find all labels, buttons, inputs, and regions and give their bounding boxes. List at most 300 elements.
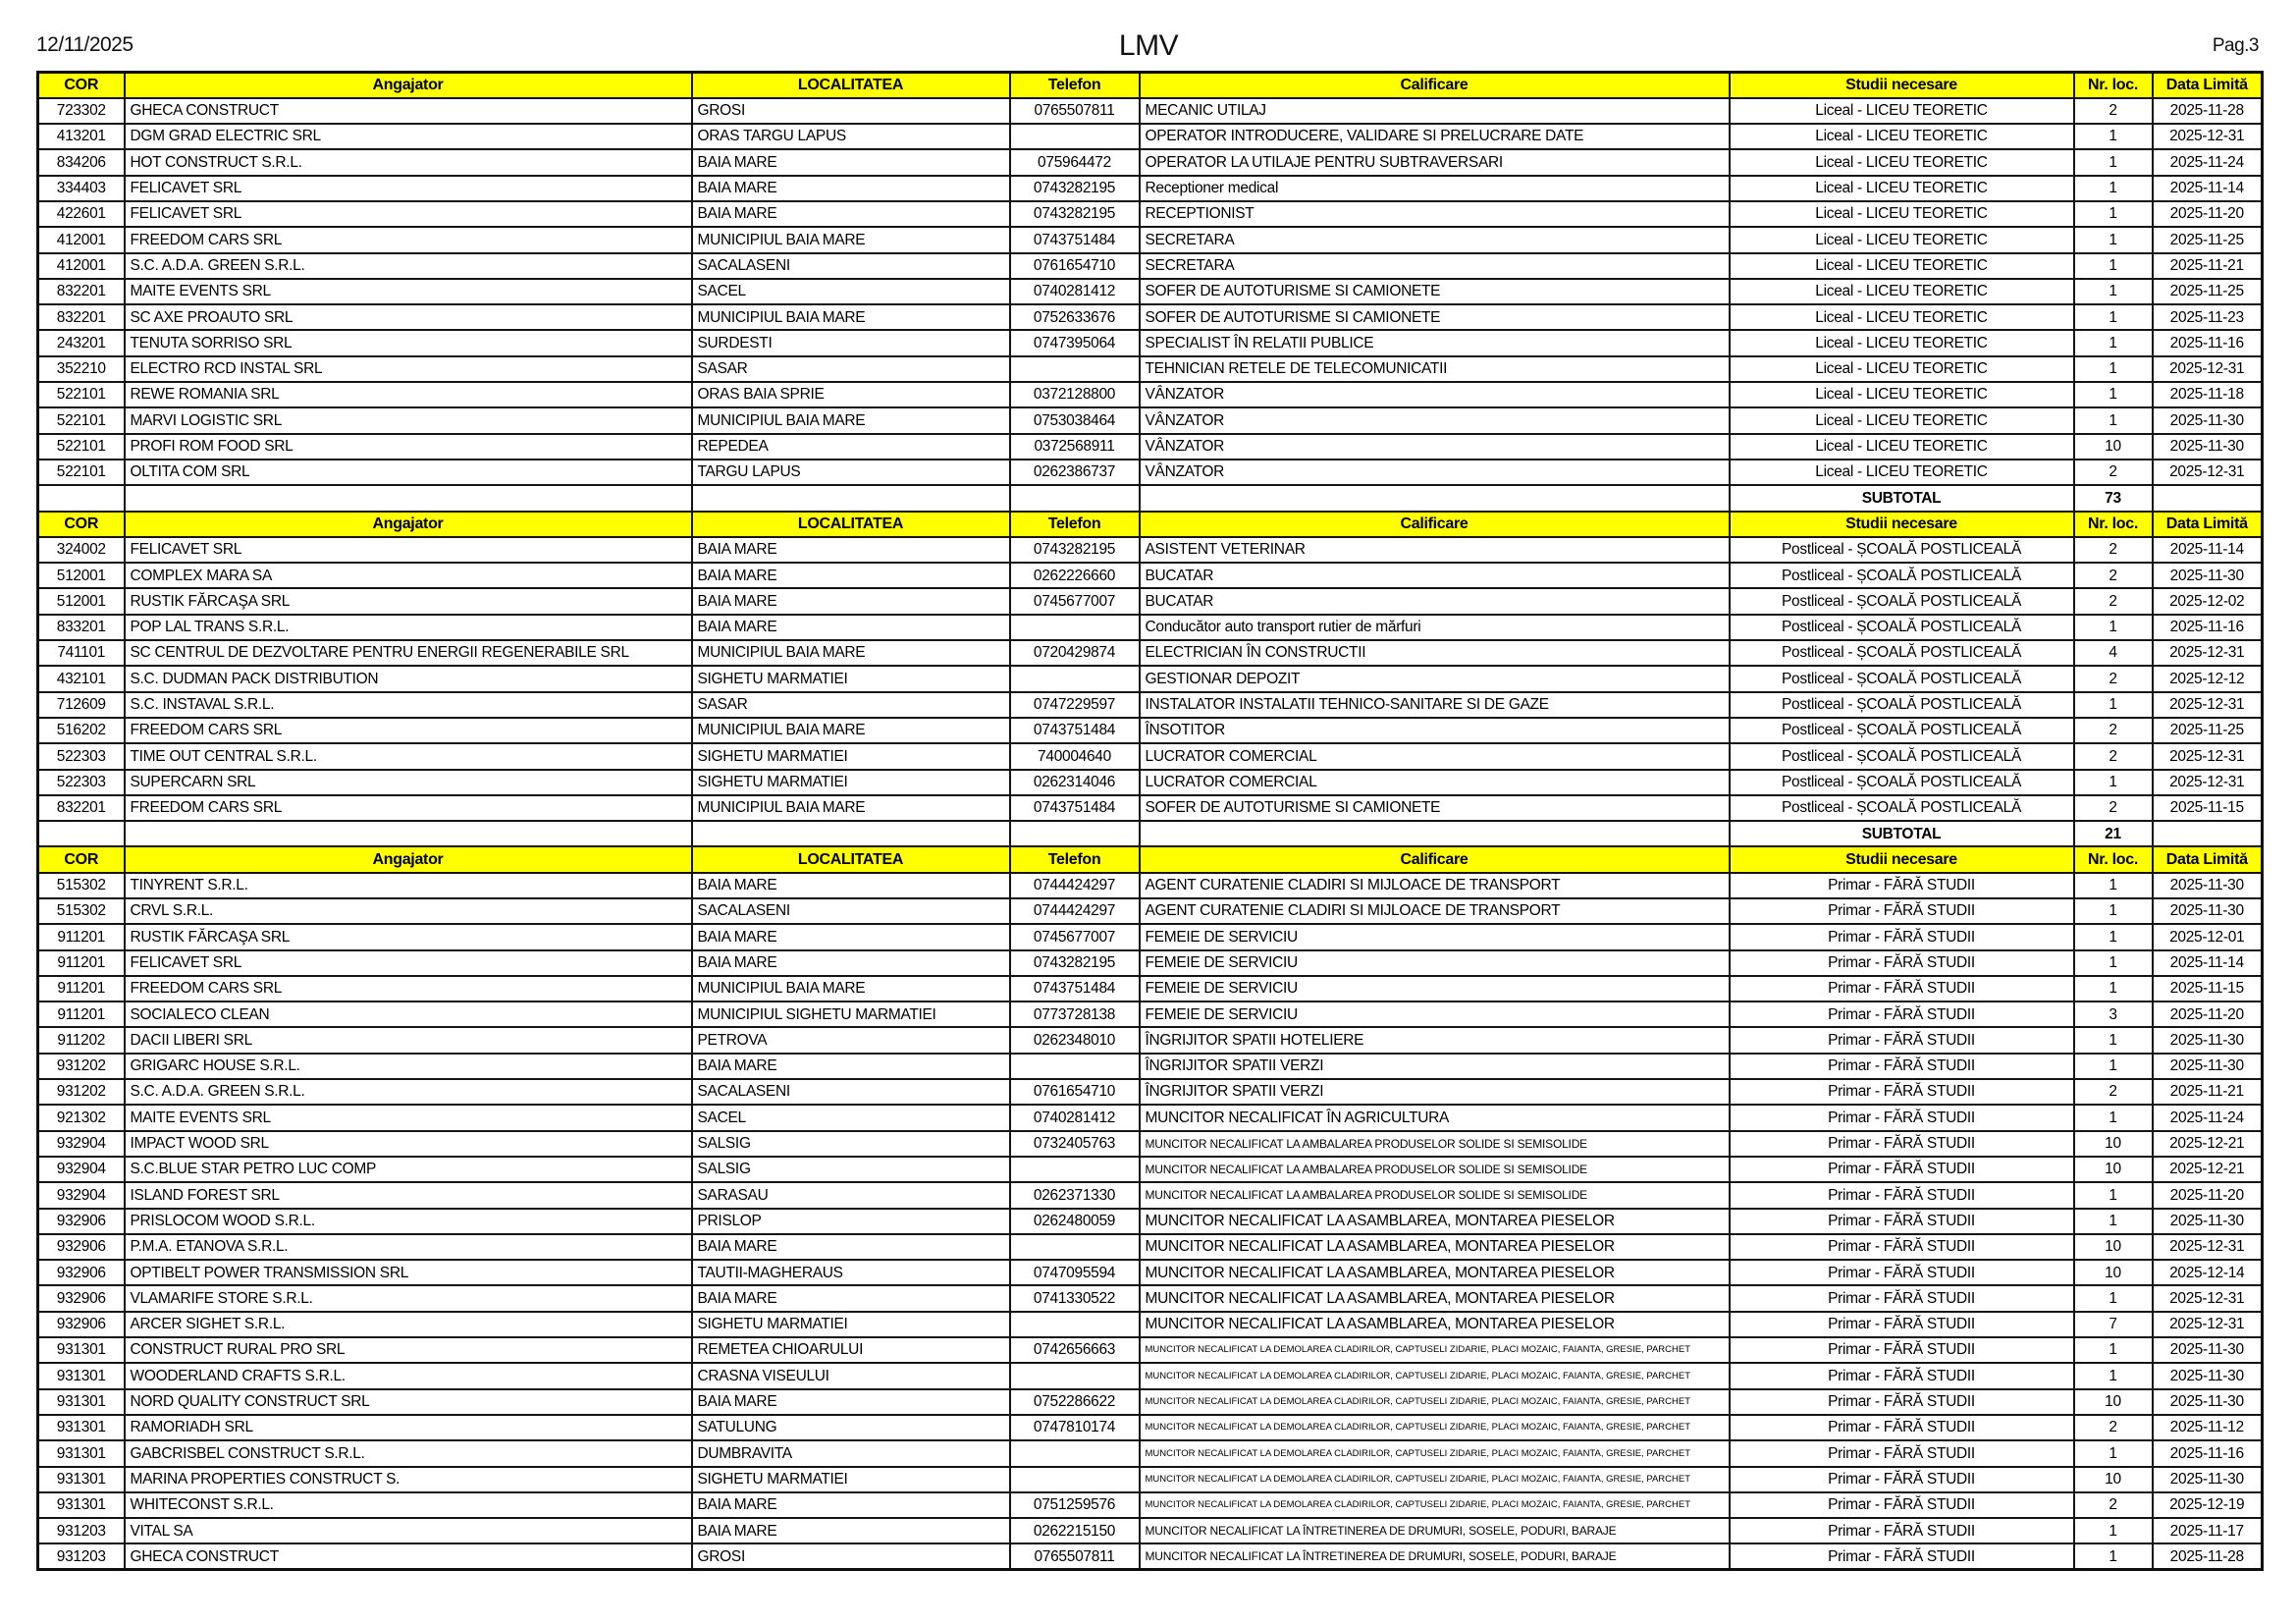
cell-telefon: 0744424297 (1010, 898, 1140, 924)
cell-localitatea: SACALASENI (692, 253, 1010, 279)
cell-nr-loc: 1 (2074, 1027, 2153, 1053)
cell-calificare: MUNCITOR NECALIFICAT LA ASAMBLAREA, MONTAREA PIESELOR (1140, 1234, 1730, 1260)
cell-studii: Primar - FĂRĂ STUDII (1730, 1543, 2074, 1569)
table-row (38, 330, 2263, 355)
cell-nr-loc: 1 (2074, 407, 2153, 433)
cell-studii: Primar - FĂRĂ STUDII (1730, 1079, 2074, 1105)
cell-localitatea: BAIA MARE (692, 1492, 1010, 1518)
cell-data-limita: 2025-12-01 (2153, 924, 2263, 949)
cell-cor: 911201 (38, 976, 125, 1001)
cell-calificare: RECEPTIONIST (1140, 201, 1730, 227)
cell-data-limita: 2025-11-30 (2153, 1389, 2263, 1415)
table-row (38, 873, 2263, 898)
cell-cor: 422601 (38, 201, 125, 227)
cell-cor: 324002 (38, 537, 125, 563)
subtotal-value: 21 (2074, 821, 2153, 846)
cell-data-limita: 2025-12-31 (2153, 356, 2263, 382)
table-row (38, 98, 2263, 124)
cell-localitatea: BAIA MARE (692, 1054, 1010, 1079)
cell-data-limita: 2025-11-30 (2153, 1363, 2263, 1388)
column-header-cor: COR (38, 73, 125, 98)
cell-studii: Primar - FĂRĂ STUDII (1730, 1337, 2074, 1363)
cell-nr-loc: 10 (2074, 1260, 2153, 1285)
cell-localitatea: SACALASENI (692, 898, 1010, 924)
cell-cor: 921302 (38, 1105, 125, 1130)
cell-data-limita: 2025-11-21 (2153, 253, 2263, 279)
cell-nr-loc: 1 (2074, 1518, 2153, 1543)
cell-cor: 932906 (38, 1285, 125, 1311)
cell-localitatea: SURDESTI (692, 330, 1010, 355)
table-row (38, 1337, 2263, 1363)
cell-studii: Liceal - LICEU TEORETIC (1730, 304, 2074, 330)
cell-data-limita: 2025-12-31 (2153, 460, 2263, 485)
cell-angajator: FREEDOM CARS SRL (125, 976, 692, 1001)
cell-nr-loc: 1 (2074, 176, 2153, 201)
table-row (38, 718, 2263, 743)
cell-telefon: 0743751484 (1010, 227, 1140, 252)
cell-nr-loc: 2 (2074, 537, 2153, 563)
table-row (38, 1492, 2263, 1518)
cell-data-limita: 2025-11-24 (2153, 149, 2263, 175)
cell-studii: Liceal - LICEU TEORETIC (1730, 98, 2074, 124)
column-header-studii: Studii necesare (1730, 512, 2074, 537)
cell-cor: 931301 (38, 1492, 125, 1518)
cell-nr-loc: 2 (2074, 666, 2153, 691)
table-row (38, 1209, 2263, 1234)
cell-calificare: MUNCITOR NECALIFICAT LA ASAMBLAREA, MONTAREA PIESELOR (1140, 1285, 1730, 1311)
cell-calificare: MECANIC UTILAJ (1140, 98, 1730, 124)
cell-nr-loc: 3 (2074, 1001, 2153, 1027)
cell-cor: 723302 (38, 98, 125, 124)
cell-nr-loc: 1 (2074, 1543, 2153, 1569)
cell-angajator: SC AXE PROAUTO SRL (125, 304, 692, 330)
cell-angajator: GHECA CONSTRUCT (125, 98, 692, 124)
cell-localitatea: PRISLOP (692, 1209, 1010, 1234)
column-header-angajator: Angajator (125, 73, 692, 98)
cell-angajator: S.C. A.D.A. GREEN S.R.L. (125, 253, 692, 279)
cell-calificare: ELECTRICIAN ÎN CONSTRUCTII (1140, 640, 1730, 666)
table-row (38, 666, 2263, 691)
table-row (38, 743, 2263, 769)
cell-nr-loc: 1 (2074, 279, 2153, 304)
table-row (38, 1285, 2263, 1311)
cell-studii: Primar - FĂRĂ STUDII (1730, 1440, 2074, 1466)
cell-calificare: SOFER DE AUTOTURISME SI CAMIONETE (1140, 795, 1730, 821)
cell-angajator: CONSTRUCT RURAL PRO SRL (125, 1337, 692, 1363)
cell-localitatea: BAIA MARE (692, 149, 1010, 175)
cell-angajator: P.M.A. ETANOVA S.R.L. (125, 1234, 692, 1260)
cell-localitatea: REMETEA CHIOARULUI (692, 1337, 1010, 1363)
cell-cor: 911202 (38, 1027, 125, 1053)
cell-localitatea: CRASNA VISEULUI (692, 1363, 1010, 1388)
column-header-telefon: Telefon (1010, 512, 1140, 537)
cell-nr-loc: 1 (2074, 770, 2153, 795)
cell-localitatea: MUNICIPIUL BAIA MARE (692, 640, 1010, 666)
cell-cor: 932904 (38, 1131, 125, 1157)
cell-studii: Primar - FĂRĂ STUDII (1730, 1389, 2074, 1415)
column-header-localitatea: LOCALITATEA (692, 73, 1010, 98)
cell-nr-loc: 1 (2074, 692, 2153, 718)
cell-calificare: MUNCITOR NECALIFICAT ÎN AGRICULTURA (1140, 1105, 1730, 1130)
cell-cor: 412001 (38, 253, 125, 279)
cell-calificare: SOFER DE AUTOTURISME SI CAMIONETE (1140, 279, 1730, 304)
cell-angajator: FREEDOM CARS SRL (125, 718, 692, 743)
cell-calificare: GESTIONAR DEPOZIT (1140, 666, 1730, 691)
cell-localitatea: REPEDEA (692, 434, 1010, 460)
cell-angajator: FELICAVET SRL (125, 537, 692, 563)
cell-data-limita: 2025-11-14 (2153, 950, 2263, 976)
cell-cor: 522101 (38, 434, 125, 460)
cell-nr-loc: 1 (2074, 1105, 2153, 1130)
cell-cor: 741101 (38, 640, 125, 666)
cell-studii: Liceal - LICEU TEORETIC (1730, 253, 2074, 279)
subtotal-row (38, 821, 2263, 846)
cell-nr-loc: 1 (2074, 873, 2153, 898)
cell-localitatea: SARASAU (692, 1182, 1010, 1208)
cell-telefon: 0747395064 (1010, 330, 1140, 355)
cell-telefon: 0372128800 (1010, 382, 1140, 407)
cell-localitatea: TARGU LAPUS (692, 460, 1010, 485)
cell-telefon (1010, 615, 1140, 640)
cell-nr-loc: 1 (2074, 1054, 2153, 1079)
cell-localitatea: MUNICIPIUL BAIA MARE (692, 407, 1010, 433)
cell-localitatea: MUNICIPIUL SIGHETU MARMATIEI (692, 1001, 1010, 1027)
table-row (38, 279, 2263, 304)
cell-telefon: 0743282195 (1010, 201, 1140, 227)
cell-calificare: Receptioner medical (1140, 176, 1730, 201)
table-row (38, 304, 2263, 330)
table-row (38, 1182, 2263, 1208)
cell-cor: 833201 (38, 615, 125, 640)
cell-telefon (1010, 666, 1140, 691)
cell-telefon (1010, 1363, 1140, 1388)
table-row (38, 1027, 2263, 1053)
cell-calificare: ÎNGRIJITOR SPATII VERZI (1140, 1054, 1730, 1079)
table-row (38, 1312, 2263, 1337)
cell-angajator: FREEDOM CARS SRL (125, 227, 692, 252)
subtotal-empty-cell (1010, 821, 1140, 846)
cell-calificare: MUNCITOR NECALIFICAT LA DEMOLAREA CLADIRILOR, CAPTUSELI ZIDARIE, PLACI MOZAIC, FAIANTA, GRESIE, PARCHET (1140, 1440, 1730, 1466)
cell-cor: 931202 (38, 1079, 125, 1105)
subtotal-empty-cell (1140, 821, 1730, 846)
cell-data-limita: 2025-11-20 (2153, 1182, 2263, 1208)
cell-nr-loc: 10 (2074, 1157, 2153, 1182)
cell-localitatea: BAIA MARE (692, 950, 1010, 976)
cell-telefon: 0761654710 (1010, 1079, 1140, 1105)
cell-cor: 931203 (38, 1543, 125, 1569)
cell-angajator: NORD QUALITY CONSTRUCT SRL (125, 1389, 692, 1415)
cell-nr-loc: 2 (2074, 98, 2153, 124)
table-row (38, 1079, 2263, 1105)
cell-calificare: VÂNZATOR (1140, 460, 1730, 485)
cell-studii: Primar - FĂRĂ STUDII (1730, 1467, 2074, 1492)
cell-localitatea: SIGHETU MARMATIEI (692, 666, 1010, 691)
table-row (38, 563, 2263, 588)
cell-localitatea: SACEL (692, 1105, 1010, 1130)
cell-angajator: MARVI LOGISTIC SRL (125, 407, 692, 433)
cell-telefon: 0745677007 (1010, 924, 1140, 949)
cell-calificare: MUNCITOR NECALIFICAT LA DEMOLAREA CLADIRILOR, CAPTUSELI ZIDARIE, PLACI MOZAIC, FAIANTA, GRESIE, PARCHET (1140, 1467, 1730, 1492)
cell-telefon: 0747810174 (1010, 1415, 1140, 1440)
cell-localitatea: SATULUNG (692, 1415, 1010, 1440)
cell-localitatea: GROSI (692, 1543, 1010, 1569)
cell-calificare: VÂNZATOR (1140, 434, 1730, 460)
column-header-data-limita: Data Limită (2153, 73, 2263, 98)
cell-angajator: COMPLEX MARA SA (125, 563, 692, 588)
cell-localitatea: BAIA MARE (692, 588, 1010, 614)
cell-angajator: FELICAVET SRL (125, 201, 692, 227)
cell-nr-loc: 7 (2074, 1312, 2153, 1337)
cell-studii: Primar - FĂRĂ STUDII (1730, 1518, 2074, 1543)
cell-studii: Primar - FĂRĂ STUDII (1730, 950, 2074, 976)
cell-telefon (1010, 1312, 1140, 1337)
cell-data-limita: 2025-11-21 (2153, 1079, 2263, 1105)
cell-studii: Postliceal - ȘCOALĂ POSTLICEALĂ (1730, 692, 2074, 718)
cell-data-limita: 2025-12-19 (2153, 1492, 2263, 1518)
cell-telefon: 0744424297 (1010, 873, 1140, 898)
cell-cor: 931301 (38, 1467, 125, 1492)
subtotal-empty-cell (1010, 485, 1140, 511)
cell-data-limita: 2025-12-02 (2153, 588, 2263, 614)
cell-telefon: 740004640 (1010, 743, 1140, 769)
cell-studii: Postliceal - ȘCOALĂ POSTLICEALĂ (1730, 588, 2074, 614)
cell-studii: Postliceal - ȘCOALĂ POSTLICEALĂ (1730, 743, 2074, 769)
cell-data-limita: 2025-11-30 (2153, 407, 2263, 433)
cell-data-limita: 2025-12-31 (2153, 743, 2263, 769)
cell-telefon (1010, 1054, 1140, 1079)
subtotal-value: 73 (2074, 485, 2153, 511)
cell-data-limita: 2025-12-31 (2153, 124, 2263, 149)
cell-nr-loc: 1 (2074, 227, 2153, 252)
cell-angajator: DACII LIBERI SRL (125, 1027, 692, 1053)
cell-data-limita: 2025-11-15 (2153, 795, 2263, 821)
cell-cor: 931301 (38, 1415, 125, 1440)
cell-cor: 522101 (38, 460, 125, 485)
table-row (38, 124, 2263, 149)
cell-angajator: WOODERLAND CRAFTS S.R.L. (125, 1363, 692, 1388)
cell-nr-loc: 1 (2074, 898, 2153, 924)
cell-calificare: MUNCITOR NECALIFICAT LA ÎNTRETINEREA DE DRUMURI, SOSELE, PODURI, BARAJE (1140, 1543, 1730, 1569)
cell-cor: 413201 (38, 124, 125, 149)
table-row (38, 1001, 2263, 1027)
cell-localitatea: SIGHETU MARMATIEI (692, 1312, 1010, 1337)
cell-telefon: 0262386737 (1010, 460, 1140, 485)
cell-cor: 911201 (38, 924, 125, 949)
cell-localitatea: SALSIG (692, 1157, 1010, 1182)
cell-nr-loc: 2 (2074, 1079, 2153, 1105)
cell-angajator: RAMORIADH SRL (125, 1415, 692, 1440)
cell-telefon: 0262348010 (1010, 1027, 1140, 1053)
cell-telefon: 0751259576 (1010, 1492, 1140, 1518)
cell-telefon: 0747229597 (1010, 692, 1140, 718)
cell-nr-loc: 10 (2074, 1234, 2153, 1260)
table-row (38, 924, 2263, 949)
column-header-localitatea: LOCALITATEA (692, 846, 1010, 872)
cell-studii: Primar - FĂRĂ STUDII (1730, 1363, 2074, 1388)
cell-localitatea: BAIA MARE (692, 563, 1010, 588)
cell-localitatea: GROSI (692, 98, 1010, 124)
subtotal-empty-cell (38, 821, 125, 846)
cell-nr-loc: 2 (2074, 460, 2153, 485)
cell-angajator: FELICAVET SRL (125, 950, 692, 976)
cell-data-limita: 2025-11-25 (2153, 279, 2263, 304)
cell-nr-loc: 2 (2074, 743, 2153, 769)
cell-calificare: LUCRATOR COMERCIAL (1140, 770, 1730, 795)
cell-telefon: 0752286622 (1010, 1389, 1140, 1415)
cell-calificare: MUNCITOR NECALIFICAT LA DEMOLAREA CLADIRILOR, CAPTUSELI ZIDARIE, PLACI MOZAIC, FAIANTA, GRESIE, PARCHET (1140, 1389, 1730, 1415)
cell-data-limita: 2025-12-31 (2153, 1234, 2263, 1260)
cell-data-limita: 2025-11-20 (2153, 201, 2263, 227)
column-header-angajator: Angajator (125, 846, 692, 872)
cell-cor: 931301 (38, 1337, 125, 1363)
cell-localitatea: MUNICIPIUL BAIA MARE (692, 795, 1010, 821)
cell-localitatea: BAIA MARE (692, 1234, 1010, 1260)
cell-calificare: MUNCITOR NECALIFICAT LA ASAMBLAREA, MONTAREA PIESELOR (1140, 1312, 1730, 1337)
cell-calificare: AGENT CURATENIE CLADIRI SI MIJLOACE DE TRANSPORT (1140, 898, 1730, 924)
column-header-calificare: Calificare (1140, 846, 1730, 872)
cell-cor: 834206 (38, 149, 125, 175)
cell-telefon (1010, 1157, 1140, 1182)
cell-studii: Primar - FĂRĂ STUDII (1730, 976, 2074, 1001)
table-row (38, 640, 2263, 666)
table-row (38, 1389, 2263, 1415)
cell-angajator: REWE ROMANIA SRL (125, 382, 692, 407)
cell-calificare: ÎNGRIJITOR SPATII VERZI (1140, 1079, 1730, 1105)
table-row (38, 1157, 2263, 1182)
cell-studii: Postliceal - ȘCOALĂ POSTLICEALĂ (1730, 770, 2074, 795)
cell-studii: Primar - FĂRĂ STUDII (1730, 1001, 2074, 1027)
table-row (38, 356, 2263, 382)
cell-nr-loc: 2 (2074, 795, 2153, 821)
subtotal-label: SUBTOTAL (1730, 485, 2074, 511)
column-header-data-limita: Data Limită (2153, 846, 2263, 872)
cell-studii: Liceal - LICEU TEORETIC (1730, 149, 2074, 175)
cell-calificare: Conducător auto transport rutier de mărfuri (1140, 615, 1730, 640)
section-header-row (38, 846, 2263, 872)
cell-studii: Postliceal - ȘCOALĂ POSTLICEALĂ (1730, 563, 2074, 588)
cell-data-limita: 2025-11-30 (2153, 1054, 2263, 1079)
cell-angajator: PROFI ROM FOOD SRL (125, 434, 692, 460)
subtotal-empty-cell (125, 485, 692, 511)
cell-angajator: RUSTIK FĂRCAŞA SRL (125, 588, 692, 614)
cell-telefon (1010, 356, 1140, 382)
cell-telefon (1010, 1467, 1140, 1492)
cell-data-limita: 2025-11-15 (2153, 976, 2263, 1001)
cell-telefon: 0262226660 (1010, 563, 1140, 588)
column-header-nr-loc: Nr. loc. (2074, 846, 2153, 872)
cell-angajator: FELICAVET SRL (125, 176, 692, 201)
cell-data-limita: 2025-11-25 (2153, 718, 2263, 743)
cell-angajator: S.C.BLUE STAR PETRO LUC COMP (125, 1157, 692, 1182)
subtotal-empty-cell (38, 485, 125, 511)
cell-studii: Primar - FĂRĂ STUDII (1730, 1131, 2074, 1157)
cell-nr-loc: 10 (2074, 434, 2153, 460)
table-row (38, 176, 2263, 201)
cell-studii: Postliceal - ȘCOALĂ POSTLICEALĂ (1730, 666, 2074, 691)
cell-nr-loc: 1 (2074, 924, 2153, 949)
cell-angajator: GHECA CONSTRUCT (125, 1543, 692, 1569)
column-header-data-limita: Data Limită (2153, 512, 2263, 537)
cell-calificare: OPERATOR INTRODUCERE, VALIDARE SI PRELUCRARE DATE (1140, 124, 1730, 149)
cell-nr-loc: 2 (2074, 588, 2153, 614)
cell-nr-loc: 1 (2074, 1209, 2153, 1234)
cell-nr-loc: 4 (2074, 640, 2153, 666)
cell-cor: 932904 (38, 1157, 125, 1182)
cell-nr-loc: 2 (2074, 718, 2153, 743)
cell-data-limita: 2025-11-30 (2153, 873, 2263, 898)
cell-data-limita: 2025-11-14 (2153, 176, 2263, 201)
cell-cor: 432101 (38, 666, 125, 691)
cell-cor: 352210 (38, 356, 125, 382)
cell-telefon: 0262371330 (1010, 1182, 1140, 1208)
cell-cor: 932906 (38, 1234, 125, 1260)
subtotal-empty-cell (2153, 821, 2263, 846)
column-header-localitatea: LOCALITATEA (692, 512, 1010, 537)
cell-telefon: 0743751484 (1010, 795, 1140, 821)
cell-data-limita: 2025-12-14 (2153, 1260, 2263, 1285)
cell-studii: Liceal - LICEU TEORETIC (1730, 407, 2074, 433)
cell-telefon: 0752633676 (1010, 304, 1140, 330)
cell-data-limita: 2025-11-28 (2153, 1543, 2263, 1569)
cell-data-limita: 2025-11-30 (2153, 1209, 2263, 1234)
table-row (38, 1131, 2263, 1157)
cell-telefon: 075964472 (1010, 149, 1140, 175)
cell-calificare: FEMEIE DE SERVICIU (1140, 1001, 1730, 1027)
table-row (38, 407, 2263, 433)
cell-cor: 412001 (38, 227, 125, 252)
cell-data-limita: 2025-11-14 (2153, 537, 2263, 563)
cell-data-limita: 2025-11-30 (2153, 1027, 2263, 1053)
cell-angajator: WHITECONST S.R.L. (125, 1492, 692, 1518)
page-number: Pag.3 (2212, 35, 2259, 56)
cell-data-limita: 2025-12-31 (2153, 1285, 2263, 1311)
cell-calificare: MUNCITOR NECALIFICAT LA AMBALAREA PRODUSELOR SOLIDE SI SEMISOLIDE (1140, 1182, 1730, 1208)
cell-telefon: 0742656663 (1010, 1337, 1140, 1363)
cell-telefon: 0720429874 (1010, 640, 1140, 666)
cell-data-limita: 2025-11-12 (2153, 1415, 2263, 1440)
cell-cor: 512001 (38, 588, 125, 614)
subtotal-label: SUBTOTAL (1730, 821, 2074, 846)
cell-nr-loc: 1 (2074, 149, 2153, 175)
cell-angajator: S.C. A.D.A. GREEN S.R.L. (125, 1079, 692, 1105)
cell-calificare: MUNCITOR NECALIFICAT LA DEMOLAREA CLADIRILOR, CAPTUSELI ZIDARIE, PLACI MOZAIC, FAIANTA, GRESIE, PARCHET (1140, 1492, 1730, 1518)
cell-studii: Primar - FĂRĂ STUDII (1730, 1209, 2074, 1234)
cell-localitatea: BAIA MARE (692, 537, 1010, 563)
cell-calificare: VÂNZATOR (1140, 382, 1730, 407)
cell-calificare: MUNCITOR NECALIFICAT LA ÎNTRETINEREA DE DRUMURI, SOSELE, PODURI, BARAJE (1140, 1518, 1730, 1543)
cell-cor: 911201 (38, 1001, 125, 1027)
cell-data-limita: 2025-12-12 (2153, 666, 2263, 691)
cell-telefon: 0765507811 (1010, 98, 1140, 124)
table-row (38, 976, 2263, 1001)
cell-angajator: ARCER SIGHET S.R.L. (125, 1312, 692, 1337)
cell-calificare: TEHNICIAN RETELE DE TELECOMUNICATII (1140, 356, 1730, 382)
column-header-calificare: Calificare (1140, 73, 1730, 98)
cell-studii: Postliceal - ȘCOALĂ POSTLICEALĂ (1730, 615, 2074, 640)
cell-localitatea: SACALASENI (692, 1079, 1010, 1105)
table-row (38, 1543, 2263, 1569)
cell-angajator: OLTITA COM SRL (125, 460, 692, 485)
cell-telefon (1010, 124, 1140, 149)
cell-data-limita: 2025-11-16 (2153, 1440, 2263, 1466)
cell-studii: Primar - FĂRĂ STUDII (1730, 1285, 2074, 1311)
cell-nr-loc: 1 (2074, 304, 2153, 330)
table-row (38, 460, 2263, 485)
cell-studii: Liceal - LICEU TEORETIC (1730, 176, 2074, 201)
column-header-telefon: Telefon (1010, 73, 1140, 98)
cell-localitatea: BAIA MARE (692, 924, 1010, 949)
table-row (38, 1260, 2263, 1285)
